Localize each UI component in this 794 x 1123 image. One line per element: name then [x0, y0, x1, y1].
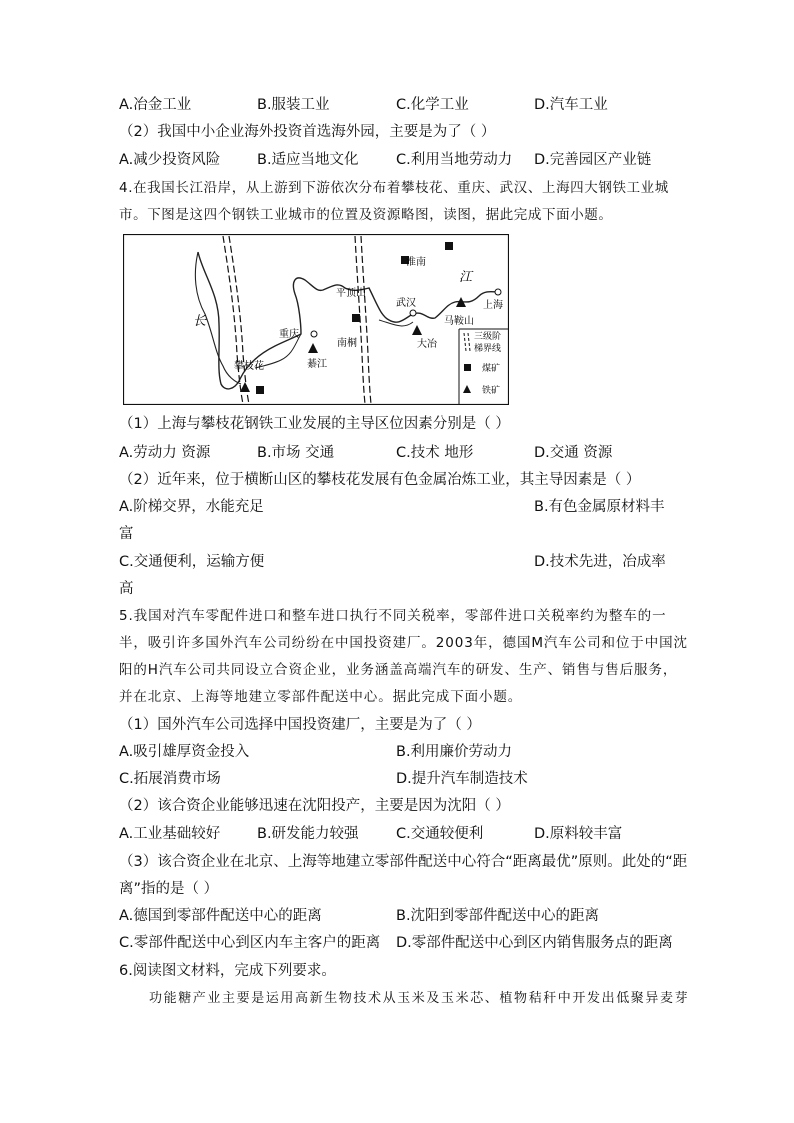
option-d: D.原料较丰富: [534, 826, 623, 842]
steel-cities-map: [123, 234, 509, 405]
option-b: B.适应当地文化: [257, 152, 359, 168]
pingdingshan-label: 平顶山: [336, 288, 366, 299]
option-c: C.拓展消费市场: [119, 771, 221, 787]
option-d: D.技术先进，冶成率: [534, 554, 666, 570]
maanshan-label: 马鞍山: [444, 316, 474, 327]
option-b: B.沈阳到零部件配送中心的距离: [396, 908, 600, 924]
option-b: B.服装工业: [257, 97, 330, 113]
legend-boundary-label: 梯界线: [474, 344, 502, 354]
panzhihua-label: 攀枝花: [234, 361, 264, 372]
chongqing-label: 重庆: [279, 329, 299, 340]
option-a: A.吸引雄厚资金投入: [119, 744, 250, 760]
question-stem: （2）近年来，位于横断山区的攀枝花发展有色金属冶炼工业，其主导因素是（ ）: [119, 472, 641, 488]
question-stem: （1）上海与攀枝花钢铁工业发展的主导区位因素分别是（ ）: [119, 416, 510, 432]
river-label: 江: [459, 270, 473, 285]
shanghai-marker: [495, 289, 501, 295]
question-intro: 半，吸引许多国外汽车公司纷纷在中国投资建厂。2003年，德国M汽车公司和位于中国沈: [119, 635, 688, 651]
option-a: A.减少投资风险: [119, 152, 221, 168]
option-d: D.汽车工业: [534, 97, 608, 113]
option-a: A.冶金工业: [119, 97, 192, 113]
coal-marker: [352, 314, 360, 322]
wuhan-label: 武汉: [396, 298, 416, 309]
legend-boundary-label: 三级阶: [474, 332, 502, 342]
option-b: B.有色金属原材料丰: [534, 499, 665, 515]
legend-coal-icon: [464, 364, 471, 371]
question-title: 6.阅读图文材料，完成下列要求。: [119, 963, 336, 979]
option-c: C.交通较便利: [396, 826, 484, 842]
option-a: A.工业基础较好: [119, 826, 221, 842]
option-b: B.利用廉价劳动力: [396, 744, 513, 760]
option-d: D.完善园区产业链: [534, 152, 652, 168]
question-stem: （3）该合资企业在北京、上海等地建立零部件配送中心符合“距离最优”原则。此处的“距: [119, 854, 688, 870]
option-a: A.阶梯交界，水能充足: [119, 499, 264, 515]
daye-label: 大冶: [417, 339, 437, 350]
option-d: D.零部件配送中心到区内销售服务点的距离: [396, 935, 673, 951]
question-stem: 离”指的是（ ）: [119, 881, 219, 897]
option-d: D.提升汽车制造技术: [396, 771, 528, 787]
option-c: C.交通便利，运输方便: [119, 554, 265, 570]
question-intro: 5.我国对汽车零配件进口和整车进口执行不同关税率，零部件进口关税率约为整车的一: [119, 608, 667, 624]
option-b: B.市场 交通: [257, 445, 335, 461]
shanghai-label: 上海: [483, 300, 503, 311]
coal-marker: [445, 242, 453, 250]
option-d: D.交通 资源: [534, 445, 613, 461]
question-intro: 市。下图是这四个钢铁工业城市的位置及资源略图，读图，据此完成下面小题。: [119, 207, 613, 223]
option-b: B.研发能力较强: [257, 826, 359, 842]
option-c: C.技术 地形: [396, 445, 474, 461]
option-b-wrap: 富: [119, 526, 134, 542]
option-c: C.零部件配送中心到区内车主客户的距离: [119, 935, 381, 951]
coal-marker: [256, 386, 264, 394]
question-intro: 阳的H汽车公司共同设立合资企业，业务涵盖高端汽车的研发、生产、销售与售后服务，: [119, 662, 678, 678]
qijiang-label: 綦江: [307, 359, 327, 370]
question-intro: 4.在我国长江沿岸，从上游到下游依次分布着攀枝花、重庆、武汉、上海四大钢铁工业城: [119, 180, 669, 196]
option-c: C.化学工业: [396, 97, 469, 113]
option-c: C.利用当地劳动力: [396, 152, 513, 168]
question-stem: （1）国外汽车公司选择中国投资建厂，主要是为了（ ）: [119, 717, 481, 733]
wuhan-marker: [410, 310, 416, 316]
river-label: 长: [193, 314, 207, 329]
material-text: 功能糖产业主要是运用高新生物技术从玉米及玉米芯、植物秸秆中开发出低聚异麦芽: [149, 991, 690, 1006]
option-d-wrap: 高: [119, 581, 134, 597]
question-stem: （2）该合资企业能够迅速在沈阳投产，主要是因为沈阳（ ）: [119, 798, 510, 814]
legend-iron-label: 铁矿: [482, 386, 501, 396]
huainan-label: 淮南: [406, 257, 426, 268]
option-a: A.德国到零部件配送中心的距离: [119, 908, 322, 924]
legend-coal-label: 煤矿: [482, 364, 501, 374]
nantong-label: 南桐: [337, 338, 357, 349]
chongqing-marker: [311, 331, 317, 337]
question-intro: 并在北京、上海等地建立零部件配送中心。据此完成下面小题。: [119, 689, 523, 705]
question-stem: （2）我国中小企业海外投资首选海外园，主要是为了（ ）: [119, 124, 496, 140]
option-a: A.劳动力 资源: [119, 445, 211, 461]
